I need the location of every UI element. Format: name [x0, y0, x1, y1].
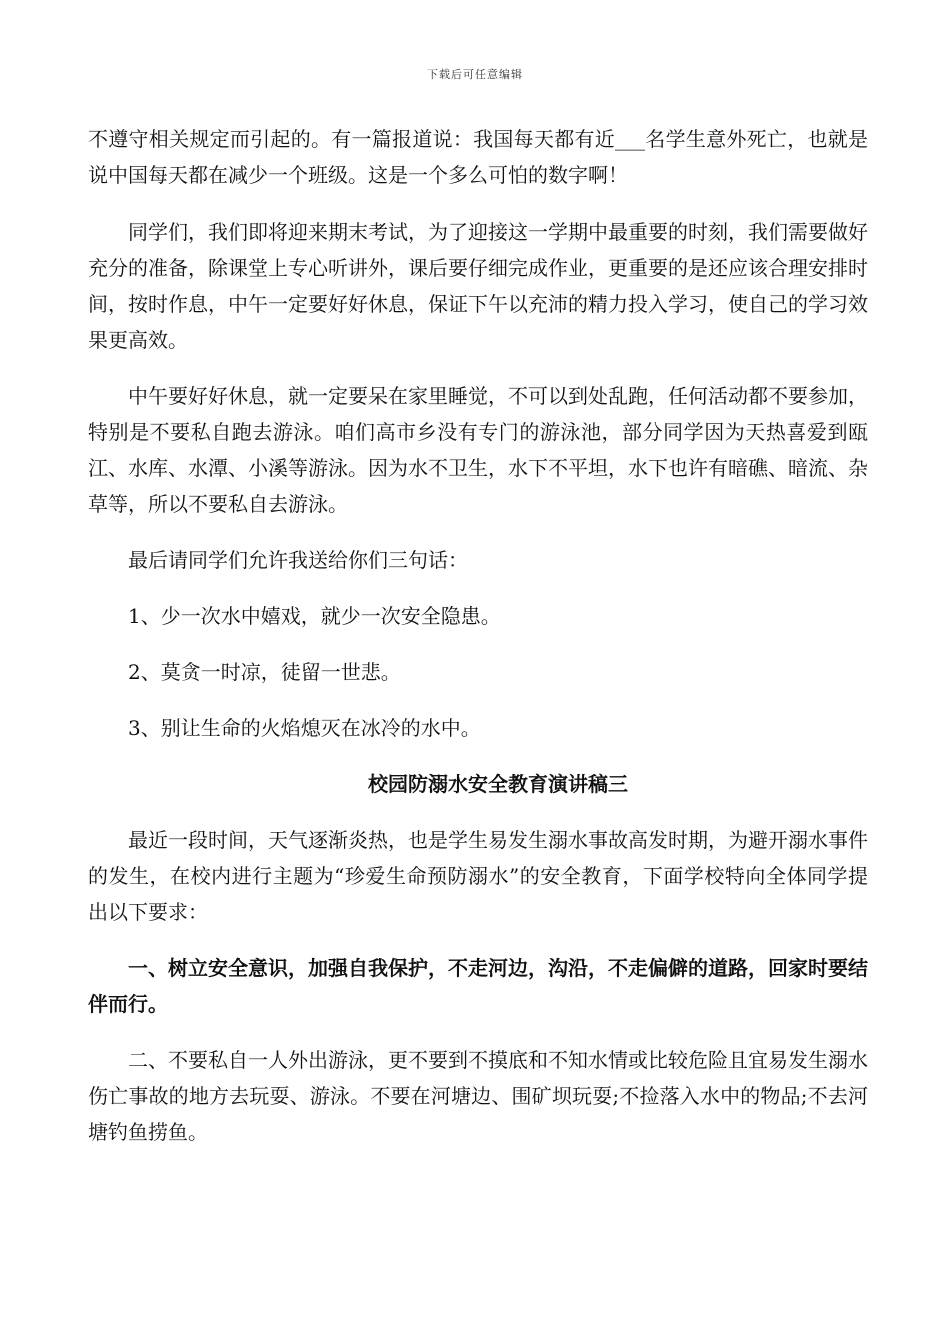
requirement-1: 一、树立安全意识，加强自我保护，不走河边，沟沿，不走偏僻的道路，回家时要结伴而行。 — [88, 956, 868, 1016]
document-body — [88, 121, 868, 1170]
paragraph-2: 同学们，我们即将迎来期末考试，为了迎接这一学期中最重要的时刻，我们需要做好充分的准备，除课堂上专心听讲外，课后要仔细完成作业，更重要的是还应该合理安排时间，按时作息，中午一定要好好休息，保证下午以充沛的精力投入学习，使自己的学习效果更高效。 — [88, 220, 868, 352]
paragraph-3: 中午要好好休息，就一定要呆在家里睡觉，不可以到处乱跑，任何活动都不要参加，特别是不要私自跑去游泳。咱们高市乡没有专门的游泳池，部分同学因为天热喜爱到瓯江、水库、水潭、小溪等游泳。因为水不卫生，水下不平坦，水下也许有暗礁、暗流、杂草等，所以不要私自去游泳。 — [88, 384, 868, 516]
requirement-2: 二、不要私自一人外出游泳，更不要到不摸底和不知水情或比较危险且宜易发生溺水伤亡事故的地方去玩耍、游泳。不要在河塘边、围矿坝玩耍;不捡落入水中的物品;不去河塘钓鱼捞鱼。 — [88, 1048, 868, 1144]
paragraph-4: 最后请同学们允许我送给你们三句话： — [128, 548, 468, 572]
paragraph-1: 不遵守相关规定而引起的。有一篇报道说：我国每天都有近___名学生意外死亡，也就是说中国每天都在减少一个班级。这是一个多么可怕的数字啊！ — [88, 127, 868, 187]
list-item-3: 3、别让生命的火焰熄灭在冰冷的水中。 — [128, 716, 481, 740]
section-title: 校园防溺水安全教育演讲稿三 — [368, 772, 628, 796]
paragraph-5: 最近一段时间，天气逐渐炎热，也是学生易发生溺水事故高发时期，为避开溺水事件的发生，在校内进行主题为“珍爱生命预防溺水”的安全教育，下面学校特向全体同学提出以下要求： — [88, 828, 868, 924]
list-item-1: 1、少一次水中嬉戏，就少一次安全隐患。 — [128, 604, 501, 628]
page-header-note: 下载后可任意编辑 — [427, 68, 523, 81]
list-item-2: 2、莫贪一时凉，徒留一世悲。 — [128, 660, 401, 684]
